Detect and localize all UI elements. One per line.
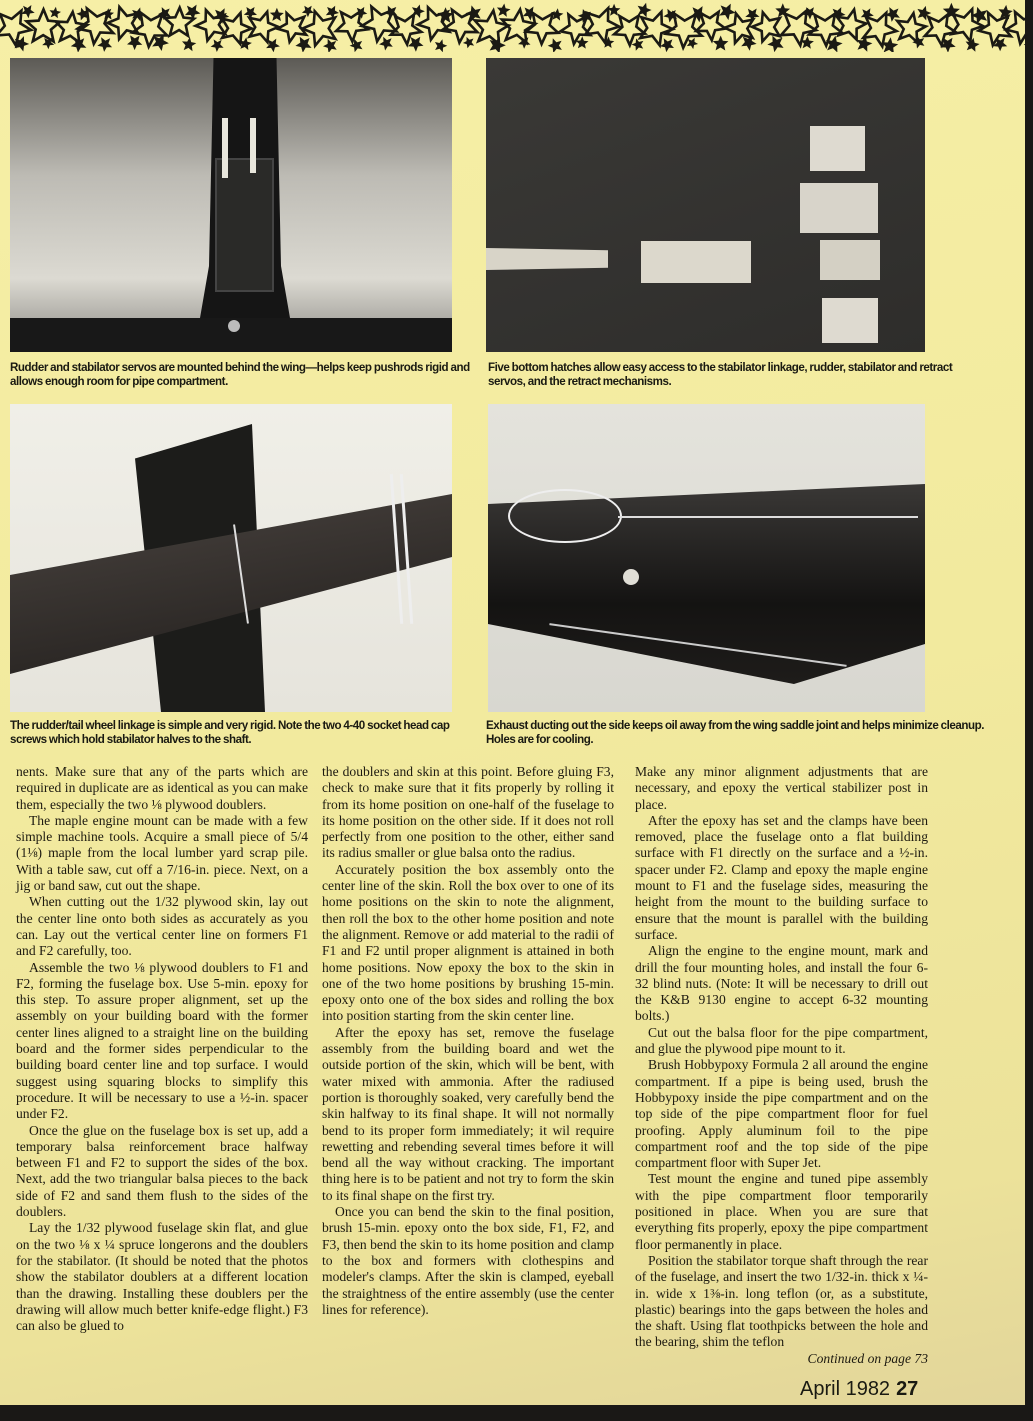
star-icon [214, 8, 230, 24]
paragraph: Test mount the engine and tuned pipe assembly with the pipe compartment floor temporarily positioned in place. When you are sure that everything fits properly, epoxy the pipe compartment floor permanently in place. [635, 1171, 928, 1252]
article-column-3 [635, 764, 928, 1367]
star-icon [302, 6, 314, 18]
star-icon [687, 38, 698, 49]
star-icon [182, 37, 196, 51]
caption-photo-3: The rudder/tail wheel linkage is simple and very rigid. Note the two 4-40 socket head cap screws which hold stabilator halves to the shaft. [10, 719, 450, 746]
continued-note: Continued on page 73 [807, 1350, 928, 1366]
star-icon [497, 4, 511, 17]
star-icon [270, 8, 284, 21]
paragraph: Align the engine to the engine mount, mark and drill the four mounting holes, and install the four 6-32 blind nuts. (Note: It will be necessary to drill out the K&B 9130 engine to accept 6-32 mounting bolts.) [635, 943, 928, 1024]
star-icon [767, 36, 783, 52]
paragraph: Make any minor alignment adjustments that are necessary, and epoxy the vertical stabilizer post in place. [635, 764, 928, 812]
star-icon [211, 39, 224, 52]
caption-photo-1: Rudder and stabilator servos are mounted behind the wing—helps keep pushrods rigid and allows enough room for pipe compartment. [10, 361, 470, 388]
page-footer [800, 1378, 918, 1400]
photo-exhaust-ducting [488, 404, 925, 712]
page-number: 27 [896, 1378, 919, 1400]
paragraph: Cut out the balsa floor for the pipe compartment, and glue the plywood pipe mount to it. [635, 1024, 928, 1057]
star-icon [266, 39, 280, 52]
scan-edge [1025, 0, 1033, 1421]
star-icon [408, 37, 424, 52]
paragraph: After the epoxy has set and the clamps have been removed, place the fuselage onto a flat building surface with F1 directly on the surface and a ½-in. spacer under F2. Clamp and epoxy the maple engine mount to F1 and the fuselage sides, measuring the height from the mount to the building surface to ensure that the mount is parallel with the building surface. [635, 812, 928, 942]
paragraph: Once the glue on the fuselage box is set up, add a temporary balsa reinforcement brace halfway between F1 and F2 to support the sides of the box. Next, add the two triangular balsa pieces to the back side of F2 and sand them flush to the sides of the doublers. [16, 1122, 308, 1220]
star-icon [463, 37, 474, 48]
star-icon [660, 38, 674, 52]
star-icon [127, 35, 142, 50]
star-icon [475, 11, 509, 45]
paragraph: Lay the 1/32 plywood fuselage skin flat, and glue on the two ⅛ x ¼ spruce longerons and the doublers for the stabilator. (It should be noted that the photos show the stabilator doublers at a different location than the drawing. Installing these doublers per the drawing will allow much better knife-edge flight.) F3 can also be glued to [16, 1220, 308, 1334]
star-icon [713, 36, 729, 51]
issue-date: April 1982 [800, 1378, 891, 1400]
paragraph: The maple engine mount can be made with a few simple machine tools. Acquire a small piece of 5/4 (1⅛) maple from the local lumber yard scrap pile. With a table saw, cut off a 7/16-in. piece. Next, on a jig or band saw, cut out the shape. [16, 812, 308, 894]
caption-photo-2: Five bottom hatches allow easy access to the stabilator linkage, rudder, stabilator and retract servos, and the retract mechanisms. [488, 361, 953, 388]
star-icon [326, 6, 339, 19]
paragraph: When cutting out the 1/32 plywood skin, lay out the center line onto both sides as accurately as you can. Lay out the vertical center line on formers F1 and F2 carefully, too. [16, 894, 308, 959]
star-icon [719, 4, 735, 21]
star-icon [97, 37, 112, 52]
paragraph: After the epoxy has set, remove the fuselage assembly from the building board and wet the outside portion of the skin, which will be bent, with water mixed with ammonia. After the radiused portion is thoroughly soaked, very carefully bend the skin halfway to its final shape. It will not normally bend to its proper form immediately; it wil require rewetting and rebending several times before it will bend all the way without cracking. The important thing here is to be patient and not try to form the skin to its final shape on the first try. [322, 1024, 614, 1203]
article-column-1 [16, 764, 308, 1334]
star-icon [379, 37, 393, 51]
caption-photo-4: Exhaust ducting out the side keeps oil away from the wing saddle joint and helps minimize cleanup. Holes are for cooling. [486, 719, 985, 746]
photo-hatches [486, 58, 925, 352]
star-icon [897, 13, 926, 42]
star-icon [323, 39, 337, 52]
paragraph: Accurately position the box assembly onto the center line of the skin. Roll the box over to one of its home positions on the skin to note the alignment, then roll the box to the other home position and note the alignment. Remove or add material to the radii of F1 and F2 until proper alignment is attained in both home positions. Now epoxy the box to the skin in one of the two home positions by brushing 15-min. epoxy onto one of the box sides and rolling the box into position starting from the skin center line. [322, 861, 614, 1024]
paragraph: the doublers and skin at this point. Before gluing F3, check to make sure that it fits properly by rolling it from its home position on one-half of the fuselage to its home position on the other side. If it does not roll perfectly from one position to the other, either sand its radius smaller or glue balsa onto the radius. [322, 764, 614, 861]
star-icon [50, 7, 62, 18]
paragraph: Position the stabilator torque shaft through the rear of the fuselage, and insert the two 1/32-in. thick x ¼-in. wide x 1⅜-in. long teflon (or, as a substitute, plastic) bearings into the gaps between the holes and the shaft. Using flat toothpicks between the hole and the bearing, shim the teflon [635, 1252, 928, 1350]
paragraph: nents. Make sure that any of the parts which are required in duplicate are as identical as you can make them, especially the two ⅛ plywood doublers. [16, 764, 308, 812]
paragraph: Once you can bend the skin to the final position, brush 15-min. epoxy onto the box side, F1, F2, and F3, then bend the skin to its home position and clamp to the box and formers with clothespins and modeler's clamps. After the skin is clamped, eyeball the straightness of the entire assembly (use the center lines for reference). [322, 1204, 614, 1317]
star-border-decoration [0, 0, 1025, 52]
photo-rudder-linkage [10, 404, 452, 712]
star-icon [614, 16, 645, 46]
star-icon [102, 8, 114, 19]
photo-servos [10, 58, 452, 352]
paragraph: Assemble the two ⅛ plywood doublers to F1 and F2, forming the fuselage box. Use 5-min. epoxy for this step. To assure proper alignment, set up the assembly on your building board with the former center lines aligned to a straight line on the building board and the former sides perpendicular to the building board center line and top surface. I would suggest using squaring blocks to simplify this procedure. It will be necessary to use a ½-in. spacer under F2. [16, 959, 308, 1122]
star-icon [548, 38, 562, 52]
star-icon [295, 37, 311, 52]
paragraph: Brush Hobbypoxy Formula 2 all around the engine compartment. If a pipe is being used, brush the Hobbypoxy inside the pipe compartment and on the top side of the pipe compartment floor for fuel proofing. Apply aluminum foil to the pipe compartment roof and the top side of the pipe compartment floor with Super Jet. [635, 1057, 928, 1171]
star-icon [21, 5, 34, 18]
article-column-2 [322, 764, 614, 1318]
star-icon [435, 39, 447, 52]
star-icon [912, 36, 924, 49]
star-icon [222, 13, 252, 44]
star-icon [632, 38, 644, 50]
